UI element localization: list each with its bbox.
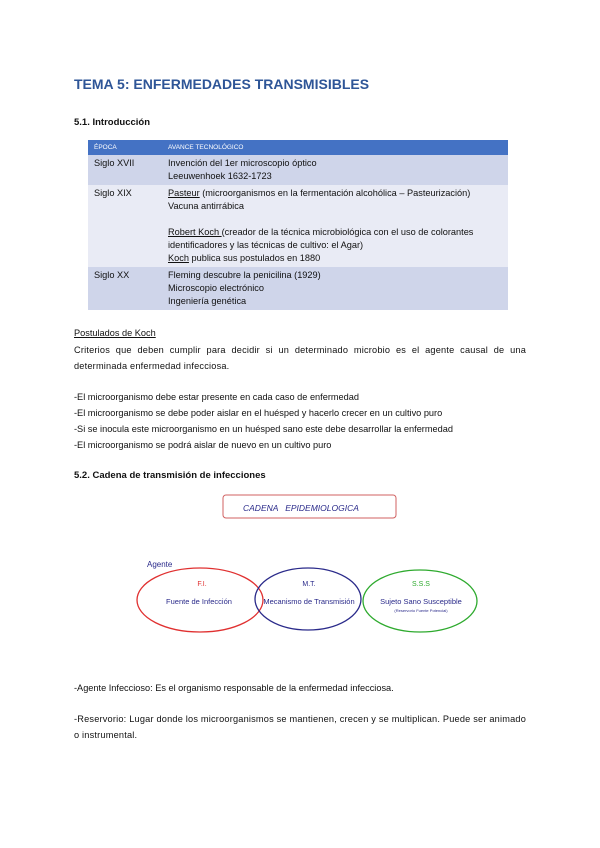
name-koch: Koch	[168, 253, 189, 263]
list-item: -Si se inocula este microorganismo en un huésped sano este debe desarrollar la enfermedad	[74, 424, 453, 434]
cell-line: Fleming descubre la penicilina (1929)	[168, 270, 321, 280]
name-koch: Robert Koch	[168, 227, 222, 237]
cell-line: Ingeniería genética	[168, 296, 247, 306]
koch-intro: Criterios que deben cumplir para decidir si un determinado microbio es el agente causal de una determinada enfermedad infecciosa.	[74, 345, 526, 371]
list-item: -El microorganismo debe estar presente en cada caso de enfermedad	[74, 392, 359, 402]
abbr-mt: M.T.	[302, 581, 316, 588]
page-title: TEMA 5: ENFERMEDADES TRANSMISIBLES	[74, 76, 370, 92]
label-sujeto-sub: (Reservorio Fuente Potencial)	[394, 608, 448, 613]
abbr-fi: F.I.	[197, 581, 207, 588]
label-sujeto: Sujeto Sano Susceptible	[380, 597, 462, 606]
koch-heading: Postulados de Koch	[74, 328, 156, 338]
cell-line: Vacuna antirrábica	[168, 201, 244, 211]
name-pasteur: Pasteur	[168, 188, 200, 198]
list-item: -El microorganismo se podrá aislar de nuevo en un cultivo puro	[74, 440, 332, 450]
cell-text: (creador de la técnica microbiológica con el uso de colorantes identificadores y las técnicas de cultivo: el Agar)	[168, 227, 474, 250]
section-heading-intro: 5.1. Introducción	[74, 117, 151, 128]
cell-line: Invención del 1er microscopio óptico	[168, 158, 317, 168]
label-fuente: Fuente de Infección	[166, 597, 232, 606]
cell-epoca: Siglo XIX	[88, 185, 162, 267]
label-mecanismo: Mecanismo de Transmisión	[263, 597, 355, 606]
col-header: AVANCE TECNOLÓGICO	[162, 140, 508, 155]
agente-definition: -Agente Infeccioso: Es el organismo responsable de la enfermedad infecciosa.	[74, 683, 394, 693]
cell-line: Microscopio electrónico	[168, 283, 264, 293]
reservorio-definition: -Reservorio: Lugar donde los microorganismos se mantienen, crecen y se multiplican. Puede ser animado o instrumental.	[74, 714, 526, 740]
agente-label: Agente	[147, 560, 173, 569]
cell-text: (microorganismos en la fermentación alcohólica – Pasteurización)	[199, 188, 471, 198]
cell-text: publica sus postulados en 1880	[188, 253, 321, 263]
cell-epoca: Siglo XVII	[88, 155, 162, 185]
col-header: ÉPOCA	[88, 140, 162, 155]
section-heading-chain: 5.2. Cadena de transmisión de infecciones	[74, 470, 266, 481]
cell-line: Leeuwenhoek 1632-1723	[168, 171, 272, 181]
chain-title: CADENA EPIDEMIOLOGICA	[243, 503, 359, 513]
cell-epoca: Siglo XX	[88, 267, 162, 310]
list-item: -El microorganismo se debe poder aislar en el huésped y hacerlo crecer en un cultivo puro	[74, 408, 443, 418]
abbr-sss: S.S.S	[412, 581, 430, 588]
